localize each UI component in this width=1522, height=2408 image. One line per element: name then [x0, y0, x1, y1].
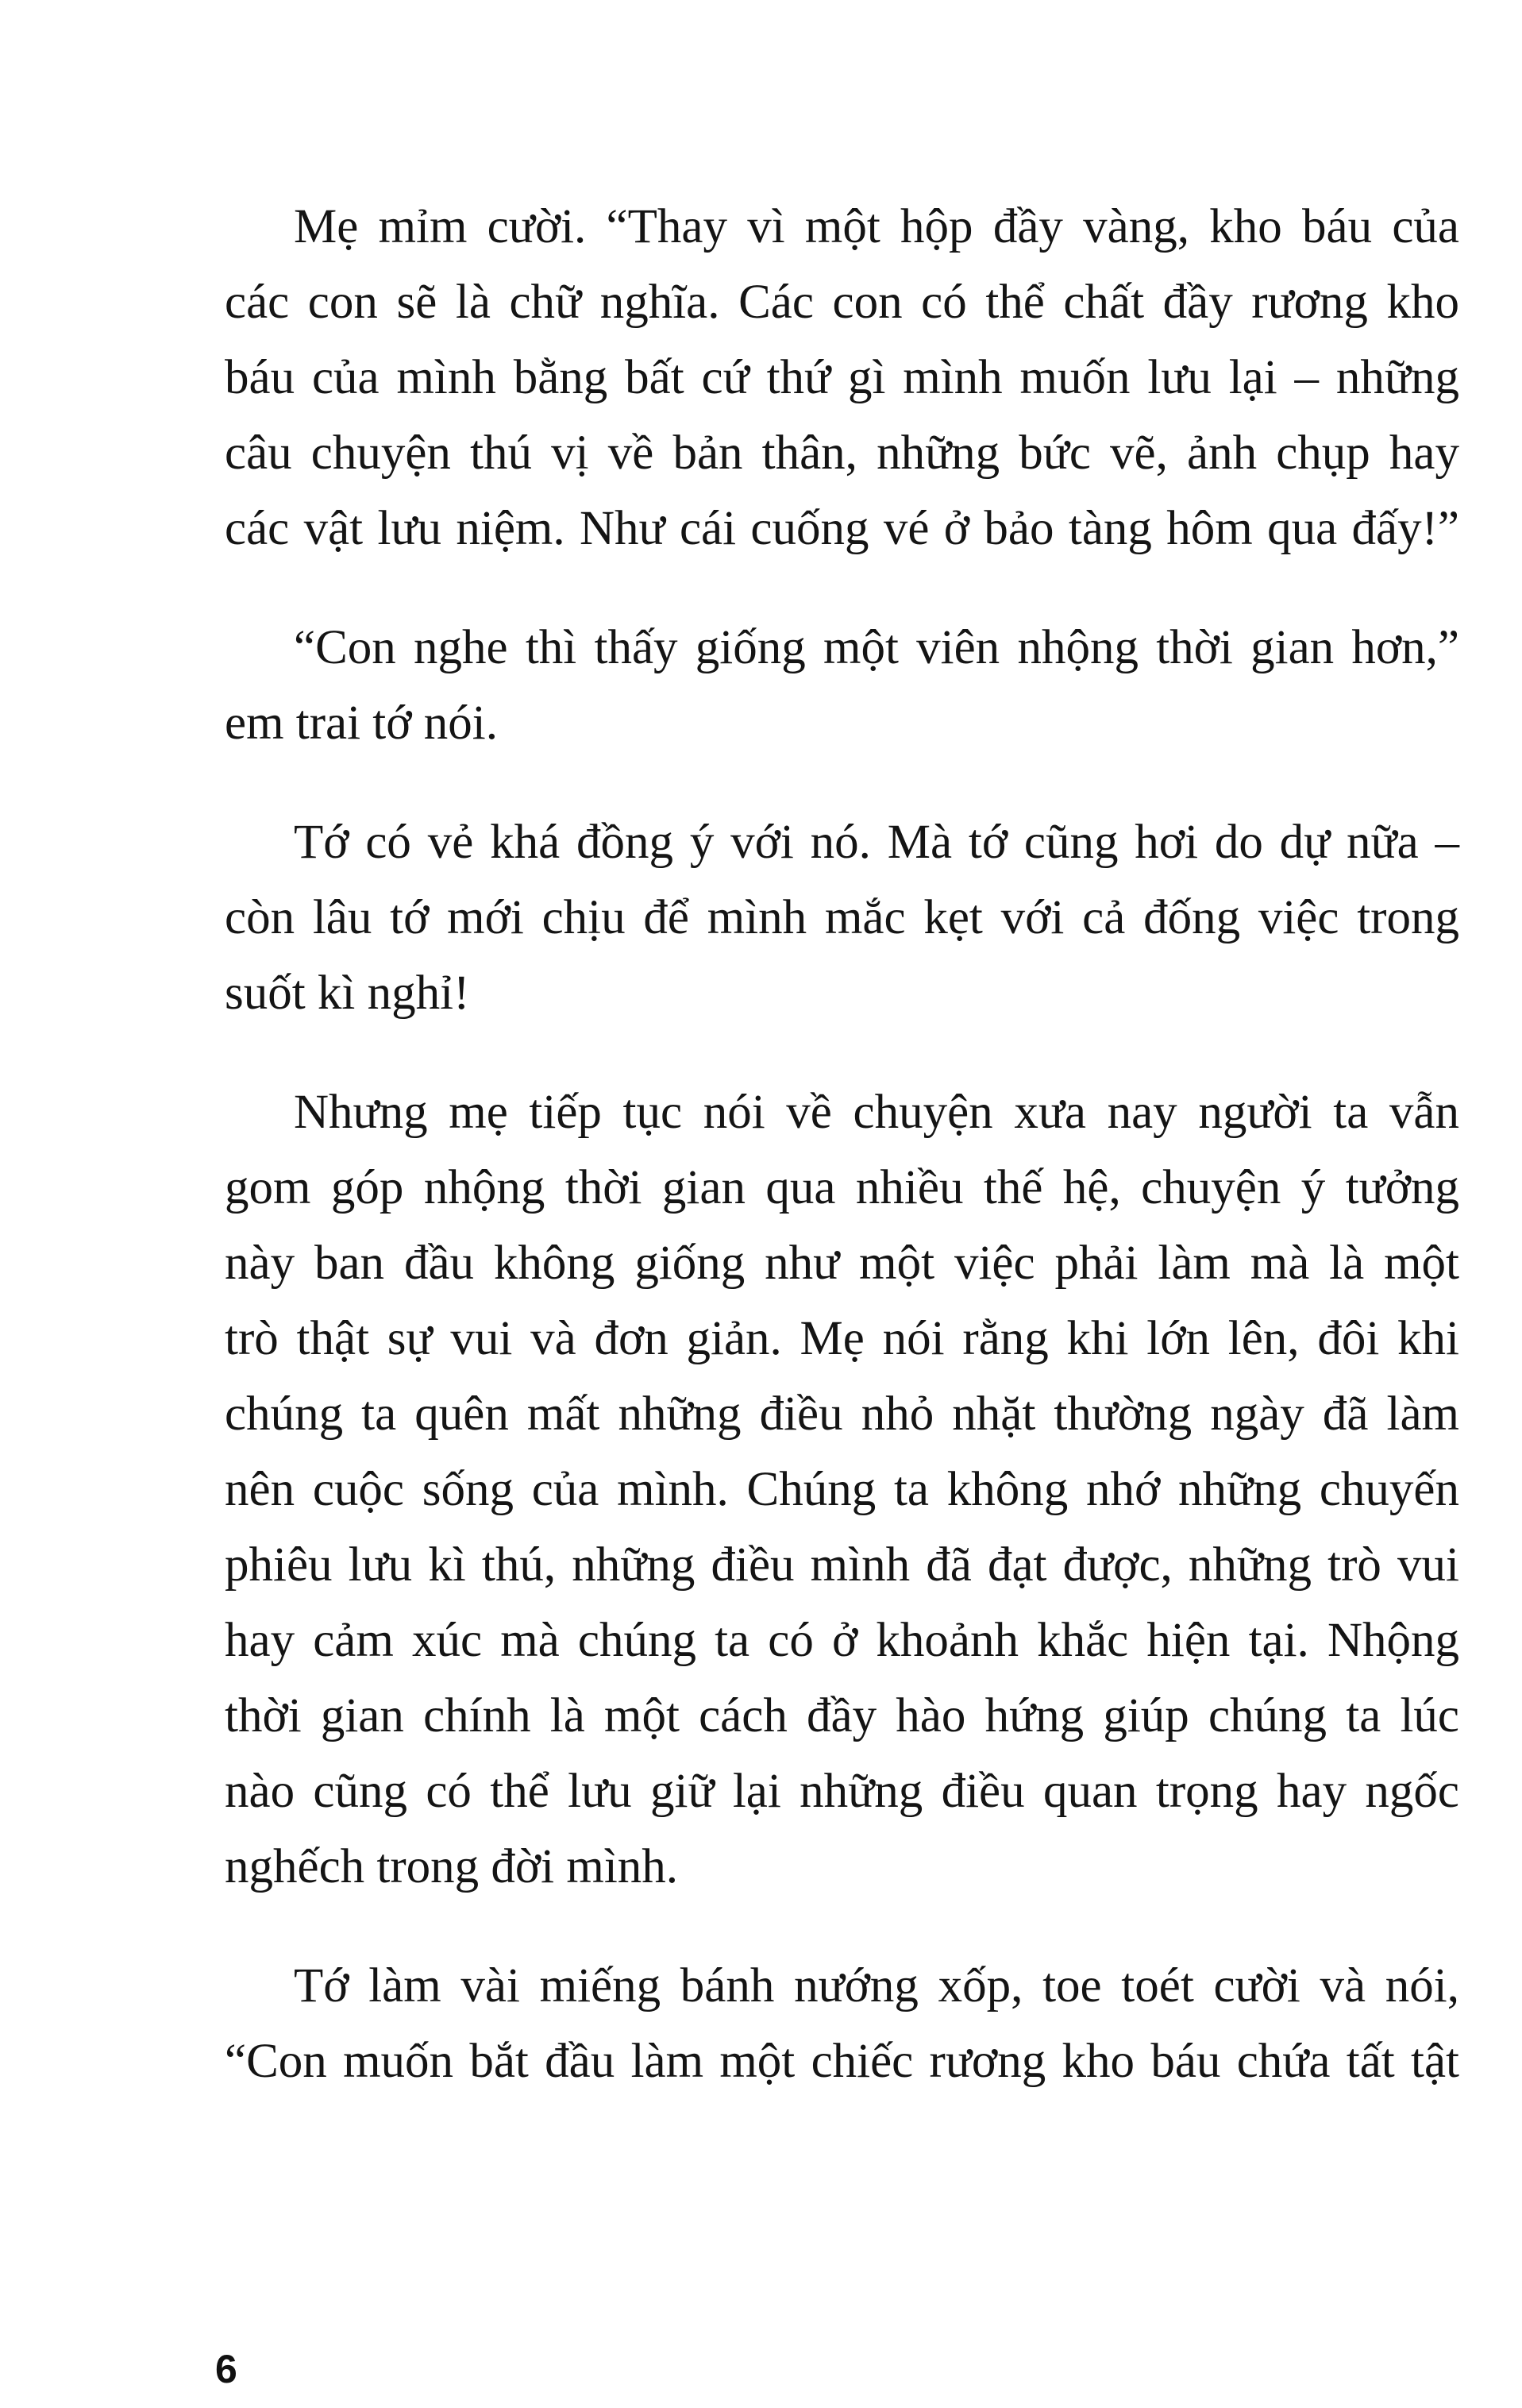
paragraph-2 [225, 610, 1459, 761]
text-line: Nhưng mẹ tiếp tục nói về chuyện xưa nay người ta vẫn [294, 1086, 1459, 1139]
text-line: gom góp nhộng thời gian qua nhiều thế hệ, chuyện ý tưởng [225, 1161, 1459, 1214]
text-line: em trai tớ nói. [225, 697, 498, 750]
paragraph-3 [225, 805, 1459, 1031]
text-line: nghếch trong đời mình. [225, 1840, 679, 1893]
text-line: các vật lưu niệm. Như cái cuống vé ở bảo tàng hôm qua đấy!” [225, 502, 1459, 555]
text-line: các con sẽ là chữ nghĩa. Các con có thể chất đầy rương kho [225, 276, 1459, 329]
text-line: suốt kì nghỉ! [225, 967, 470, 1020]
text-line: Mẹ mỉm cười. “Thay vì một hộp đầy vàng, kho báu của [294, 200, 1459, 253]
text-line: nào cũng có thể lưu giữ lại những điều quan trọng hay ngốc [225, 1765, 1459, 1818]
text-line: hay cảm xúc mà chúng ta có ở khoảnh khắc hiện tại. Nhộng [225, 1614, 1459, 1667]
text-line: “Con muốn bắt đầu làm một chiếc rương kho báu chứa tất tật [225, 2035, 1459, 2088]
text-line: báu của mình bằng bất cứ thứ gì mình muốn lưu lại – những [225, 351, 1459, 404]
paragraph-4 [225, 1075, 1459, 1904]
body-text [225, 189, 1459, 2099]
paragraph-1 [225, 189, 1459, 566]
text-line: chúng ta quên mất những điều nhỏ nhặt thường ngày đã làm [225, 1387, 1459, 1441]
text-line: còn lâu tớ mới chịu để mình mắc kẹt với cả đống việc trong [225, 891, 1459, 944]
page-number: 6 [215, 2347, 237, 2391]
text-line: trò thật sự vui và đơn giản. Mẹ nói rằng khi lớn lên, đôi khi [225, 1312, 1459, 1365]
text-line: câu chuyện thú vị về bản thân, những bức vẽ, ảnh chụp hay [225, 426, 1459, 480]
text-line: phiêu lưu kì thú, những điều mình đã đạt được, những trò vui [225, 1538, 1459, 1592]
text-line: Tớ có vẻ khá đồng ý với nó. Mà tớ cũng hơi do dự nữa – [294, 816, 1459, 869]
paragraph-5 [225, 1948, 1459, 2099]
text-line: nên cuộc sống của mình. Chúng ta không nhớ những chuyến [225, 1463, 1459, 1516]
text-line: Tớ làm vài miếng bánh nướng xốp, toe toét cười và nói, [294, 1959, 1459, 2012]
text-line: “Con nghe thì thấy giống một viên nhộng thời gian hơn,” [294, 621, 1459, 674]
text-line: này ban đầu không giống như một việc phải làm mà là một [225, 1237, 1459, 1290]
text-line: thời gian chính là một cách đầy hào hứng giúp chúng ta lúc [225, 1689, 1459, 1742]
